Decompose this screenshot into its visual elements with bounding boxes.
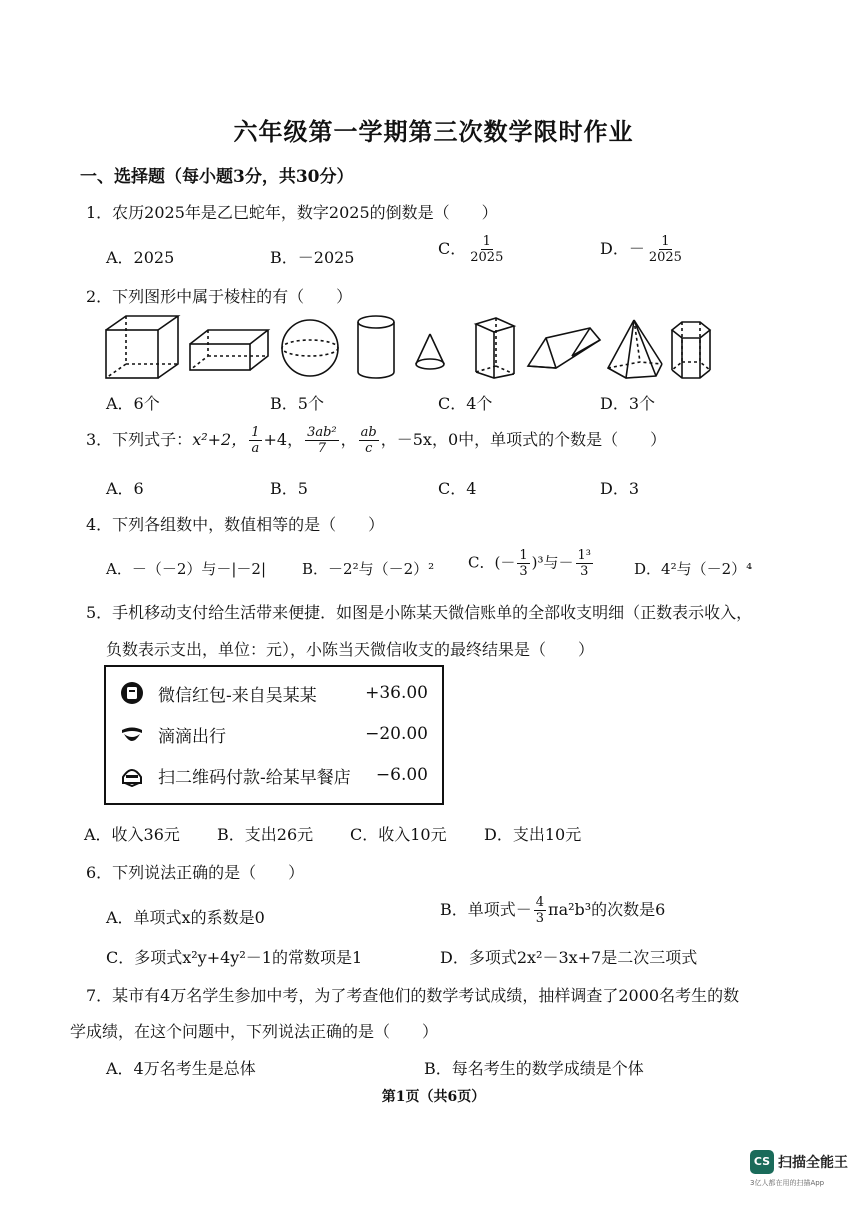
triangular-prism-figure <box>476 318 514 378</box>
q4-option-c: C．(－ $\frac{1}{3}$ )³与－ $\frac{\text{1³}}{3}$ <box>468 548 591 579</box>
q2-option-c: C．4个 <box>438 394 493 413</box>
q4-option-a: A．－（－2）与－|－2| <box>106 560 267 578</box>
camscanner-tagline: 3亿人都在用的扫描App <box>750 1179 825 1187</box>
q5-option-a: A．收入36元 <box>84 825 180 844</box>
question-6-stem: 6．下列说法正确的是（ ） <box>86 863 305 882</box>
q3-option-d: D．3 <box>600 479 640 498</box>
q7-option-b: B．每名考生的数学成绩是个体 <box>424 1059 644 1078</box>
page-footer: 第1页（共6页） <box>381 1089 486 1105</box>
pyramid-figure <box>608 320 662 378</box>
cube-figure <box>106 316 178 378</box>
cuboid-figure <box>190 330 268 370</box>
camscanner-watermark <box>750 1150 865 1190</box>
bill-row: 扫二维码付款-给某早餐店 −6.00 <box>120 761 428 789</box>
q1-option-b: B．－2025 <box>270 248 355 267</box>
q4-option-d: D．4²与（－2）⁴ <box>634 560 753 578</box>
didi-icon <box>120 722 144 746</box>
wechat-bill-box <box>104 665 444 805</box>
sphere-figure <box>282 320 338 376</box>
q5-option-b: B．支出26元 <box>217 825 314 844</box>
red-packet-icon <box>120 681 144 705</box>
q5-option-d: D．支出10元 <box>484 825 582 844</box>
question-4-stem: 4．下列各组数中，数值相等的是（ ） <box>86 515 385 534</box>
solid-figures <box>100 312 720 382</box>
question-7-stem-line1: 7．某市有4万名学生参加中考，为了考查他们的数学考试成绩，抽样调查了2000名考生的数 <box>86 986 740 1005</box>
bill-row: 滴滴出行 −20.00 <box>120 720 428 748</box>
q1-option-d: D．－ $\frac{1}{2025}$ <box>600 234 682 265</box>
question-5-stem-line2: 负数表示支出，单位：元），小陈当天微信收支的最终结果是（ ） <box>106 640 595 659</box>
question-3-stem: 3．下列式子：x²+2， $\frac{1}{a}$ +4， $\frac{\text{3ab²}}{7}$ ， $\frac{ab}{c}$ ，－5x，0中，单项式的个数是（ ） <box>86 425 667 456</box>
page-title: 六年级第一学期第三次数学限时作业 <box>233 117 634 146</box>
question-1-stem: 1．农历2025年是乙巳蛇年，数字2025的倒数是（ ） <box>86 203 498 222</box>
question-2-stem: 2．下列图形中属于棱柱的有（ ） <box>86 287 353 306</box>
hexagonal-prism-figure <box>672 322 710 378</box>
q7-option-a: A．4万名考生是总体 <box>106 1059 256 1078</box>
cone-figure <box>416 334 444 369</box>
q2-option-a: A．6个 <box>106 394 160 413</box>
question-7-stem-line2: 学成绩，在这个问题中，下列说法正确的是（ ） <box>70 1022 439 1041</box>
q5-option-c: C．收入10元 <box>350 825 447 844</box>
q2-option-b: B．5个 <box>270 394 324 413</box>
lying-prism-figure <box>528 328 600 368</box>
bill-row: 微信红包-来自吴某某 +36.00 <box>120 679 428 707</box>
q1-option-c: C． $\frac{1}{2025}$ <box>438 234 504 265</box>
q3-option-c: C．4 <box>438 479 477 498</box>
camscanner-logo: CS <box>750 1150 774 1174</box>
q3-option-a: A．6 <box>106 479 144 498</box>
q6-option-c: C．多项式x²y+4y²－1的常数项是1 <box>106 948 363 967</box>
qr-pay-icon <box>120 763 144 787</box>
section-heading: 一、选择题（每小题3分，共30分） <box>80 167 354 187</box>
q4-option-b: B．－2²与（－2）² <box>302 560 435 578</box>
cylinder-figure <box>358 316 394 378</box>
question-5-stem-line1: 5．手机移动支付给生活带来便捷．如图是小陈某天微信账单的全部收支明细（正数表示收入， <box>86 603 753 622</box>
camscanner-name: 扫描全能王 <box>778 1155 848 1171</box>
q6-option-a: A．单项式x的系数是0 <box>106 908 265 927</box>
q6-option-d: D．多项式2x²－3x+7是二次三项式 <box>440 948 698 967</box>
q1-option-a: A．2025 <box>106 248 175 267</box>
q2-option-d: D．3个 <box>600 394 656 413</box>
q6-option-b: B．单项式－ $\frac{4}{3}$ πa²b³的次数是6 <box>440 895 666 926</box>
q3-option-b: B．5 <box>270 479 308 498</box>
